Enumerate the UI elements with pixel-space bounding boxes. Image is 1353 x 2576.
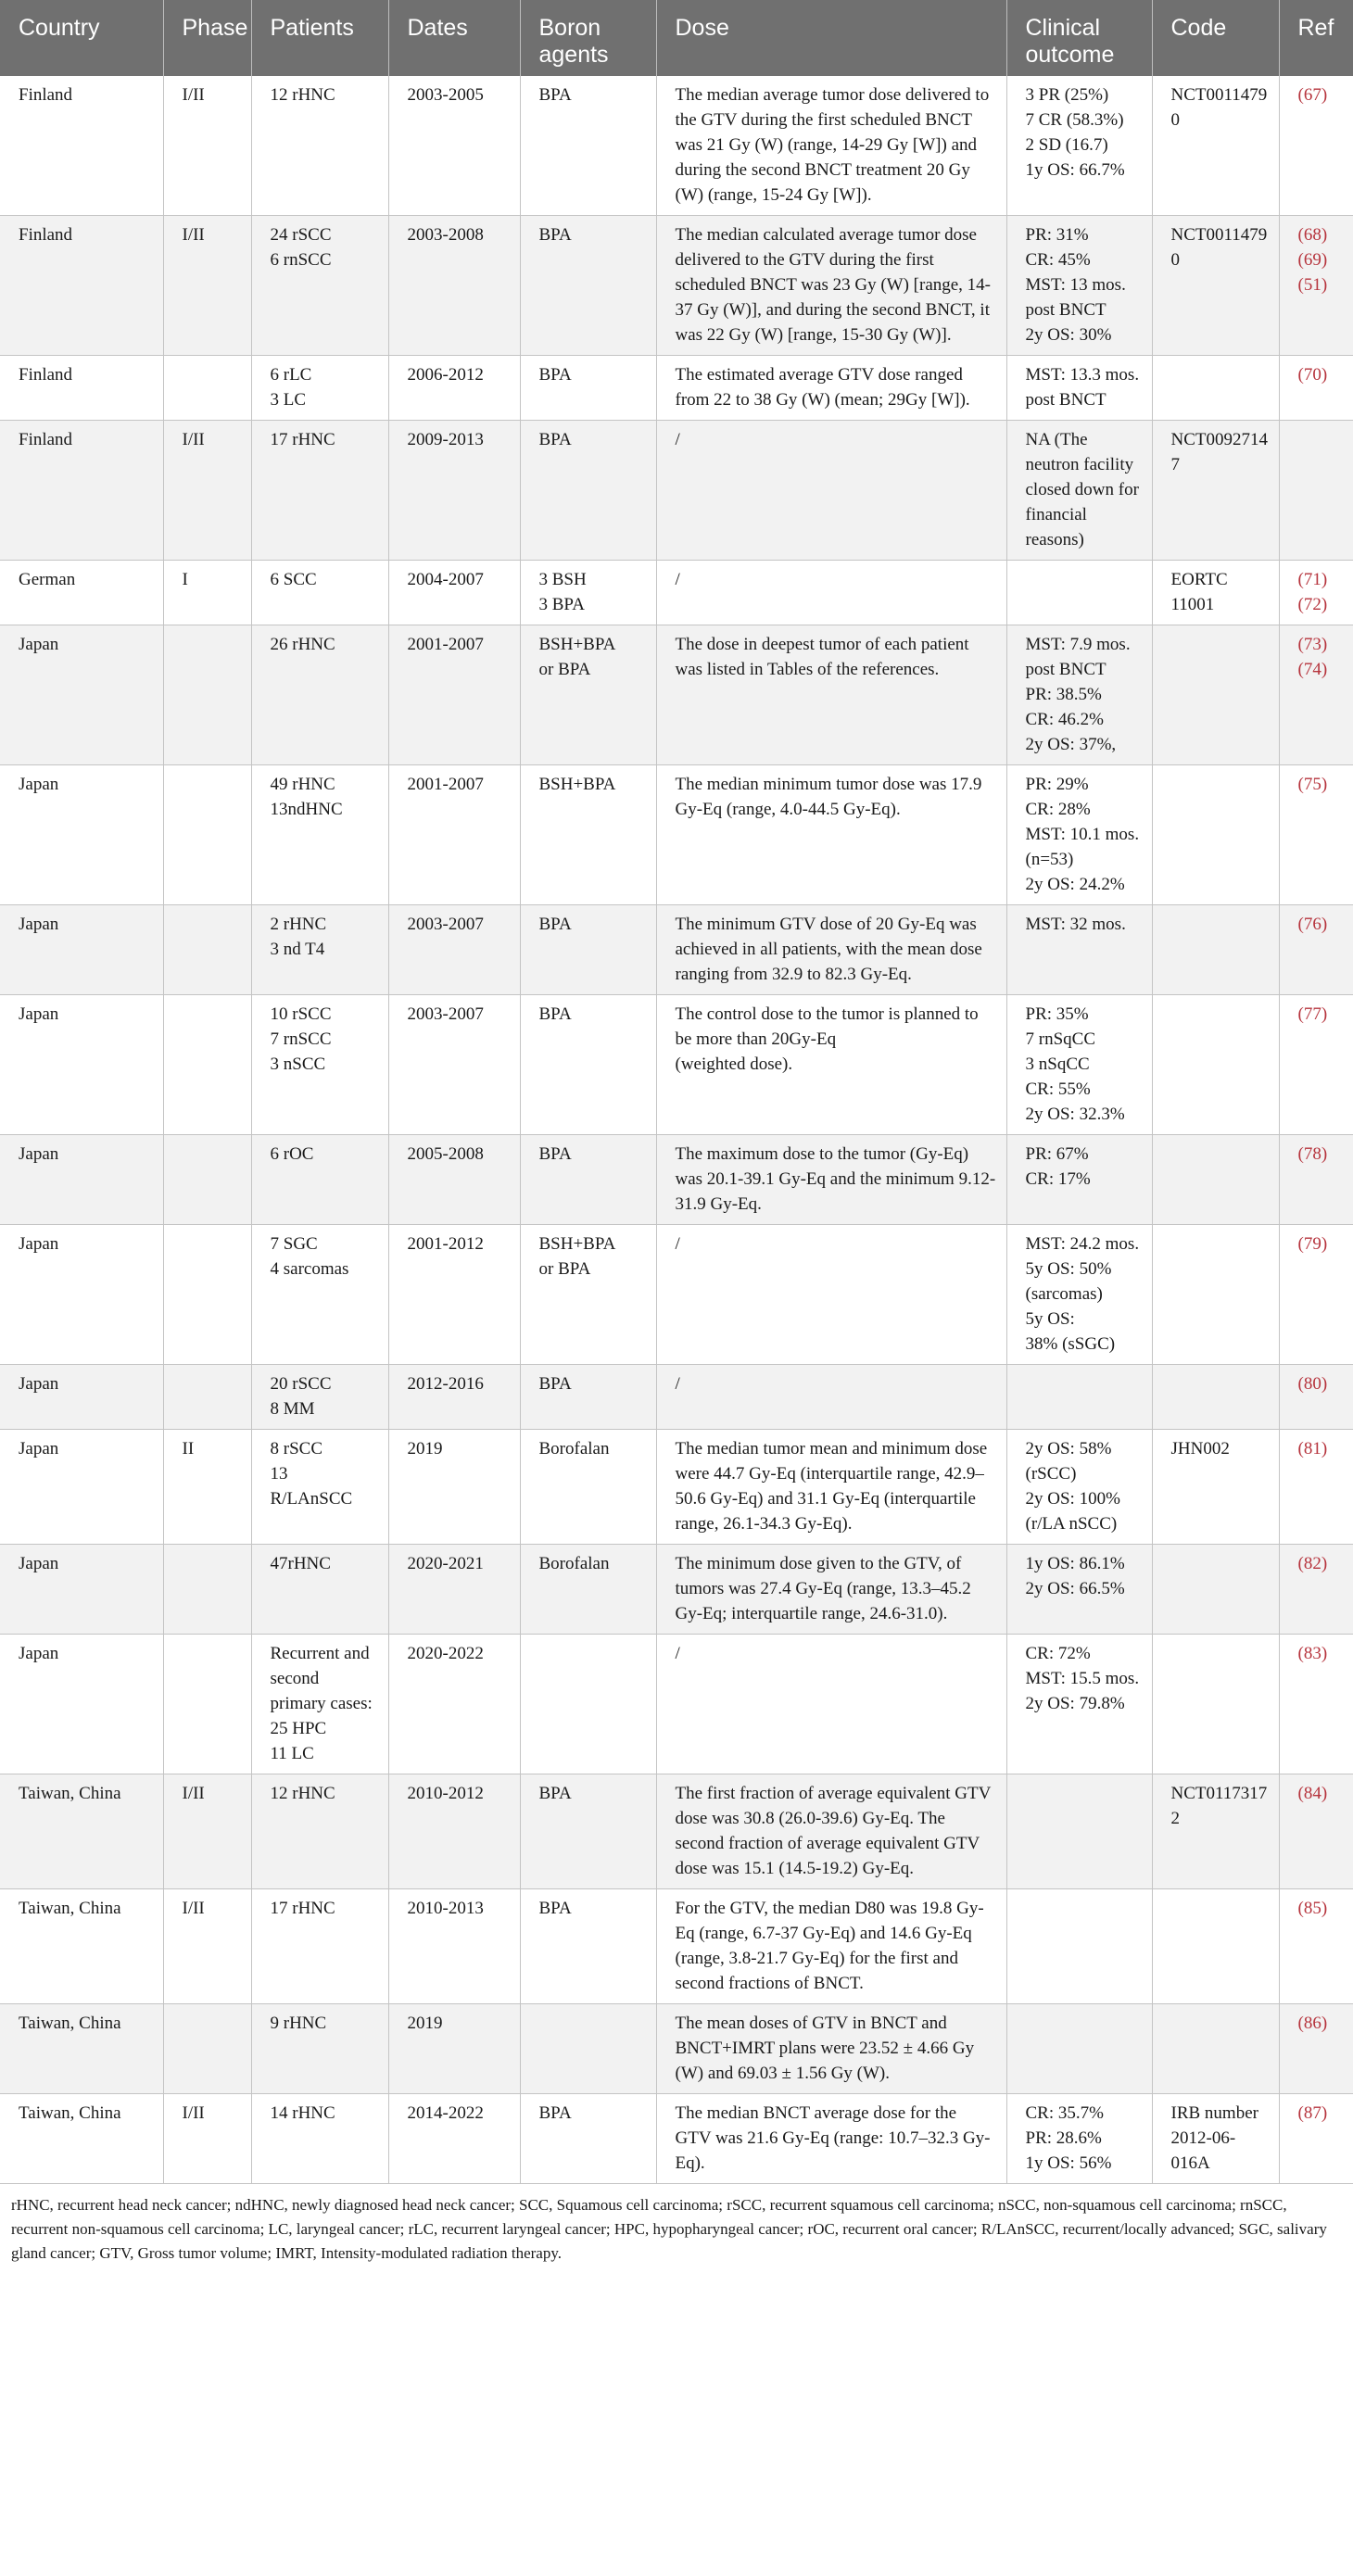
country-cell: Japan (0, 1365, 163, 1430)
patients-cell: 6 rLC 3 LC (251, 356, 388, 421)
ref-cell[interactable]: (81) (1279, 1430, 1353, 1545)
table-row (0, 2094, 1353, 2184)
clinical-outcome-cell: CR: 72% MST: 15.5 mos. 2y OS: 79.8% (1006, 1635, 1152, 1774)
ref-cell[interactable]: (84) (1279, 1774, 1353, 1889)
ref-cell[interactable]: (77) (1279, 995, 1353, 1135)
country-cell: Taiwan, China (0, 1774, 163, 1889)
patients-cell: 10 rSCC 7 rnSCC 3 nSCC (251, 995, 388, 1135)
country-cell: Japan (0, 1545, 163, 1635)
country-cell: Japan (0, 765, 163, 905)
phase-cell: II (163, 1430, 251, 1545)
boron-agents-cell: BPA (520, 1365, 656, 1430)
patients-cell: 17 rHNC (251, 421, 388, 561)
code-cell (1152, 1225, 1279, 1365)
code-cell (1152, 2004, 1279, 2094)
dose-cell: / (656, 1365, 1006, 1430)
dates-cell: 2004-2007 (388, 561, 520, 625)
dose-cell: The median calculated average tumor dose delivered to the GTV during the first scheduled BNCT was 23 Gy (W) [range, 14-37 Gy (W)], and during the second BNCT, it was 22 Gy (W) [range, 15-30 Gy (W)]. (656, 216, 1006, 356)
boron-agents-cell: BPA (520, 2094, 656, 2184)
dates-cell: 2010-2012 (388, 1774, 520, 1889)
table-row (0, 1635, 1353, 1774)
phase-cell (163, 625, 251, 765)
ref-cell[interactable]: (71) (72) (1279, 561, 1353, 625)
patients-cell: 6 SCC (251, 561, 388, 625)
ref-cell[interactable]: (80) (1279, 1365, 1353, 1430)
code-cell (1152, 1545, 1279, 1635)
code-cell (1152, 995, 1279, 1135)
table-row (0, 995, 1353, 1135)
dose-cell: / (656, 421, 1006, 561)
table-row (0, 216, 1353, 356)
patients-cell: 47rHNC (251, 1545, 388, 1635)
dates-cell: 2001-2007 (388, 625, 520, 765)
table-row (0, 1430, 1353, 1545)
code-cell: IRB number 2012-06-016A (1152, 2094, 1279, 2184)
dose-cell: / (656, 1635, 1006, 1774)
clinical-outcome-cell: NA (The neutron facility closed down for financial reasons) (1006, 421, 1152, 561)
clinical-outcome-cell: MST: 32 mos. (1006, 905, 1152, 995)
patients-cell: 9 rHNC (251, 2004, 388, 2094)
header-dose: Dose (656, 0, 1006, 76)
header-row (0, 0, 1353, 76)
ref-cell[interactable]: (79) (1279, 1225, 1353, 1365)
dose-cell: / (656, 561, 1006, 625)
country-cell: German (0, 561, 163, 625)
dates-cell: 2009-2013 (388, 421, 520, 561)
dates-cell: 2001-2007 (388, 765, 520, 905)
country-cell: Taiwan, China (0, 2094, 163, 2184)
dates-cell: 2003-2007 (388, 995, 520, 1135)
patients-cell: Recurrent and second primary cases: 25 HPC 11 LC (251, 1635, 388, 1774)
phase-cell (163, 1365, 251, 1430)
dose-cell: The median tumor mean and minimum dose were 44.7 Gy-Eq (interquartile range, 42.9–50.6 Gy-Eq) and 31.1 Gy-Eq (interquartile range, 26.1-34.3 Gy-Eq). (656, 1430, 1006, 1545)
phase-cell (163, 995, 251, 1135)
country-cell: Japan (0, 1225, 163, 1365)
header-country: Country (0, 0, 163, 76)
code-cell (1152, 1889, 1279, 2004)
table-row (0, 1545, 1353, 1635)
phase-cell: I/II (163, 2094, 251, 2184)
dose-cell: / (656, 1225, 1006, 1365)
boron-agents-cell: BSH+BPA (520, 765, 656, 905)
dates-cell: 2003-2005 (388, 76, 520, 216)
code-cell: NCT01173172 (1152, 1774, 1279, 1889)
ref-cell[interactable]: (75) (1279, 765, 1353, 905)
clinical-outcome-cell: MST: 24.2 mos. 5y OS: 50% (sarcomas) 5y OS: 38% (sSGC) (1006, 1225, 1152, 1365)
table-header (0, 0, 1353, 76)
table-row (0, 421, 1353, 561)
header-phase: Phase (163, 0, 251, 76)
dates-cell: 2003-2008 (388, 216, 520, 356)
dose-cell: The mean doses of GTV in BNCT and BNCT+IMRT plans were 23.52 ± 4.66 Gy (W) and 69.03 ± 1.56 Gy (W). (656, 2004, 1006, 2094)
patients-cell: 8 rSCC 13 R/LAnSCC (251, 1430, 388, 1545)
ref-cell[interactable]: (83) (1279, 1635, 1353, 1774)
table-row (0, 765, 1353, 905)
table-row (0, 625, 1353, 765)
dose-cell: The first fraction of average equivalent GTV dose was 30.8 (26.0-39.6) Gy-Eq. The second fraction of average equivalent GTV dose was 15.1 (14.5-19.2) Gy-Eq. (656, 1774, 1006, 1889)
phase-cell: I/II (163, 1889, 251, 2004)
table-row (0, 1365, 1353, 1430)
dates-cell: 2003-2007 (388, 905, 520, 995)
boron-agents-cell: 3 BSH 3 BPA (520, 561, 656, 625)
dose-cell: The median minimum tumor dose was 17.9 Gy-Eq (range, 4.0-44.5 Gy-Eq). (656, 765, 1006, 905)
ref-cell[interactable]: (85) (1279, 1889, 1353, 2004)
country-cell: Finland (0, 76, 163, 216)
clinical-outcome-cell (1006, 1889, 1152, 2004)
boron-agents-cell: BPA (520, 1135, 656, 1225)
table-row (0, 356, 1353, 421)
boron-agents-cell (520, 1635, 656, 1774)
country-cell: Taiwan, China (0, 2004, 163, 2094)
phase-cell: I/II (163, 76, 251, 216)
dose-cell: The minimum dose given to the GTV, of tumors was 27.4 Gy-Eq (range, 13.3–45.2 Gy-Eq; interquartile range, 24.6-31.0). (656, 1545, 1006, 1635)
boron-agents-cell: BPA (520, 1774, 656, 1889)
dose-cell: For the GTV, the median D80 was 19.8 Gy-Eq (range, 6.7-37 Gy-Eq) and 14.6 Gy-Eq (range, 3.8-21.7 Gy-Eq) for the first and second fractions of BNCT. (656, 1889, 1006, 2004)
boron-agents-cell: Borofalan (520, 1545, 656, 1635)
country-cell: Finland (0, 356, 163, 421)
boron-agents-cell: BSH+BPA or BPA (520, 625, 656, 765)
patients-cell: 49 rHNC 13ndHNC (251, 765, 388, 905)
phase-cell (163, 2004, 251, 2094)
clinical-outcome-cell: MST: 7.9 mos. post BNCT PR: 38.5% CR: 46.2% 2y OS: 37%, (1006, 625, 1152, 765)
header-clinical-outcome: Clinical outcome (1006, 0, 1152, 76)
code-cell (1152, 356, 1279, 421)
country-cell: Japan (0, 1635, 163, 1774)
table-row (0, 76, 1353, 216)
country-cell: Japan (0, 995, 163, 1135)
dose-cell: The control dose to the tumor is planned to be more than 20Gy-Eq (weighted dose). (656, 995, 1006, 1135)
patients-cell: 6 rOC (251, 1135, 388, 1225)
clinical-outcome-cell (1006, 561, 1152, 625)
dose-cell: The minimum GTV dose of 20 Gy-Eq was achieved in all patients, with the mean dose ranging from 32.9 to 82.3 Gy-Eq. (656, 905, 1006, 995)
ref-cell[interactable]: (67) (1279, 76, 1353, 216)
phase-cell (163, 1545, 251, 1635)
phase-cell: I/II (163, 216, 251, 356)
header-patients: Patients (251, 0, 388, 76)
country-cell: Taiwan, China (0, 1889, 163, 2004)
table-footnote: rHNC, recurrent head neck cancer; ndHNC, newly diagnosed head neck cancer; SCC, Squamous cell carcinoma; rSCC, recurrent squamous cell carcinoma; nSCC, non-squamous cell carcinoma; rnSCC, recurrent non-squamous cell carcinoma; LC, laryngeal cancer; rLC, recurrent laryngeal cancer; HPC, hypopharyngeal cancer; rOC, recurrent oral cancer; R/LAnSCC, recurrent/locally advanced; SGC, salivary gland cancer; GTV, Gross tumor volume; IMRT, Intensity-modulated radiation therapy. (11, 2196, 1327, 2262)
code-cell (1152, 905, 1279, 995)
ref-cell[interactable]: (73) (74) (1279, 625, 1353, 765)
boron-agents-cell: BPA (520, 216, 656, 356)
header-ref: Ref (1279, 0, 1353, 76)
clinical-outcome-cell: 1y OS: 86.1% 2y OS: 66.5% (1006, 1545, 1152, 1635)
clinical-outcome-cell: PR: 29% CR: 28% MST: 10.1 mos. (n=53) 2y OS: 24.2% (1006, 765, 1152, 905)
boron-agents-cell: BPA (520, 995, 656, 1135)
code-cell (1152, 625, 1279, 765)
boron-agents-cell: BPA (520, 421, 656, 561)
dates-cell: 2005-2008 (388, 1135, 520, 1225)
dates-cell: 2001-2012 (388, 1225, 520, 1365)
patients-cell: 2 rHNC 3 nd T4 (251, 905, 388, 995)
dose-cell: The estimated average GTV dose ranged from 22 to 38 Gy (W) (mean; 29Gy [W]). (656, 356, 1006, 421)
ref-cell[interactable]: (86) (1279, 2004, 1353, 2094)
clinical-outcome-cell (1006, 1365, 1152, 1430)
country-cell: Finland (0, 421, 163, 561)
code-cell: NCT00114790 (1152, 216, 1279, 356)
phase-cell (163, 1225, 251, 1365)
dates-cell: 2014-2022 (388, 2094, 520, 2184)
ref-cell[interactable]: (82) (1279, 1545, 1353, 1635)
phase-cell: I/II (163, 421, 251, 561)
patients-cell: 26 rHNC (251, 625, 388, 765)
ref-cell[interactable]: (76) (1279, 905, 1353, 995)
country-cell: Japan (0, 625, 163, 765)
boron-agents-cell: BSH+BPA or BPA (520, 1225, 656, 1365)
country-cell: Japan (0, 1135, 163, 1225)
header-dates: Dates (388, 0, 520, 76)
ref-cell[interactable]: (70) (1279, 356, 1353, 421)
clinical-outcome-cell: PR: 67% CR: 17% (1006, 1135, 1152, 1225)
clinical-outcome-cell (1006, 2004, 1152, 2094)
clinical-outcome-cell (1006, 1774, 1152, 1889)
table-row (0, 1889, 1353, 2004)
code-cell: EORTC 11001 (1152, 561, 1279, 625)
ref-cell[interactable]: (68) (69) (51) (1279, 216, 1353, 356)
patients-cell: 12 rHNC (251, 76, 388, 216)
table-row (0, 2004, 1353, 2094)
boron-agents-cell: BPA (520, 76, 656, 216)
dates-cell: 2020-2021 (388, 1545, 520, 1635)
phase-cell (163, 1135, 251, 1225)
country-cell: Japan (0, 905, 163, 995)
code-cell (1152, 765, 1279, 905)
boron-agents-cell: Borofalan (520, 1430, 656, 1545)
ref-cell[interactable]: (78) (1279, 1135, 1353, 1225)
header-code: Code (1152, 0, 1279, 76)
clinical-outcome-cell: PR: 31% CR: 45% MST: 13 mos. post BNCT 2y OS: 30% (1006, 216, 1152, 356)
header-boron-agents: Boron agents (520, 0, 656, 76)
table-row (0, 1135, 1353, 1225)
boron-agents-cell (520, 2004, 656, 2094)
patients-cell: 14 rHNC (251, 2094, 388, 2184)
clinical-outcome-cell: 2y OS: 58% (rSCC) 2y OS: 100% (r/LA nSCC) (1006, 1430, 1152, 1545)
dates-cell: 2020-2022 (388, 1635, 520, 1774)
boron-agents-cell: BPA (520, 356, 656, 421)
dates-cell: 2010-2013 (388, 1889, 520, 2004)
code-cell (1152, 1635, 1279, 1774)
clinical-outcome-cell: PR: 35% 7 rnSqCC 3 nSqCC CR: 55% 2y OS: 32.3% (1006, 995, 1152, 1135)
patients-cell: 12 rHNC (251, 1774, 388, 1889)
ref-cell[interactable] (1279, 421, 1353, 561)
dose-cell: The maximum dose to the tumor (Gy-Eq) was 20.1-39.1 Gy-Eq and the minimum 9.12-31.9 Gy-Eq. (656, 1135, 1006, 1225)
ref-cell[interactable]: (87) (1279, 2094, 1353, 2184)
clinical-outcome-cell: 3 PR (25%) 7 CR (58.3%) 2 SD (16.7) 1y OS: 66.7% (1006, 76, 1152, 216)
table-body (0, 76, 1353, 2184)
dose-cell: The median average tumor dose delivered to the GTV during the first scheduled BNCT was 21 Gy (W) (range, 14-29 Gy [W]) and during the second BNCT treatment 20 Gy (W) (range, 15-24 Gy [W]). (656, 76, 1006, 216)
code-cell (1152, 1135, 1279, 1225)
patients-cell: 24 rSCC 6 rnSCC (251, 216, 388, 356)
phase-cell: I/II (163, 1774, 251, 1889)
patients-cell: 17 rHNC (251, 1889, 388, 2004)
phase-cell: I (163, 561, 251, 625)
table-row (0, 905, 1353, 995)
country-cell: Japan (0, 1430, 163, 1545)
dose-cell: The median BNCT average dose for the GTV was 21.6 Gy-Eq (range: 10.7–32.3 Gy-Eq). (656, 2094, 1006, 2184)
table-row (0, 561, 1353, 625)
code-cell: NCT00114790 (1152, 76, 1279, 216)
boron-agents-cell: BPA (520, 905, 656, 995)
patients-cell: 7 SGC 4 sarcomas (251, 1225, 388, 1365)
dates-cell: 2019 (388, 1430, 520, 1545)
patients-cell: 20 rSCC 8 MM (251, 1365, 388, 1430)
code-cell: NCT00927147 (1152, 421, 1279, 561)
code-cell: JHN002 (1152, 1430, 1279, 1545)
boron-agents-cell: BPA (520, 1889, 656, 2004)
clinical-outcome-cell: MST: 13.3 mos. post BNCT (1006, 356, 1152, 421)
table-row (0, 1225, 1353, 1365)
country-cell: Finland (0, 216, 163, 356)
phase-cell (163, 356, 251, 421)
dates-cell: 2012-2016 (388, 1365, 520, 1430)
dates-cell: 2006-2012 (388, 356, 520, 421)
dose-cell: The dose in deepest tumor of each patient was listed in Tables of the references. (656, 625, 1006, 765)
clinical-outcome-cell: CR: 35.7% PR: 28.6% 1y OS: 56% (1006, 2094, 1152, 2184)
table-row (0, 1774, 1353, 1889)
phase-cell (163, 905, 251, 995)
code-cell (1152, 1365, 1279, 1430)
phase-cell (163, 1635, 251, 1774)
phase-cell (163, 765, 251, 905)
dates-cell: 2019 (388, 2004, 520, 2094)
